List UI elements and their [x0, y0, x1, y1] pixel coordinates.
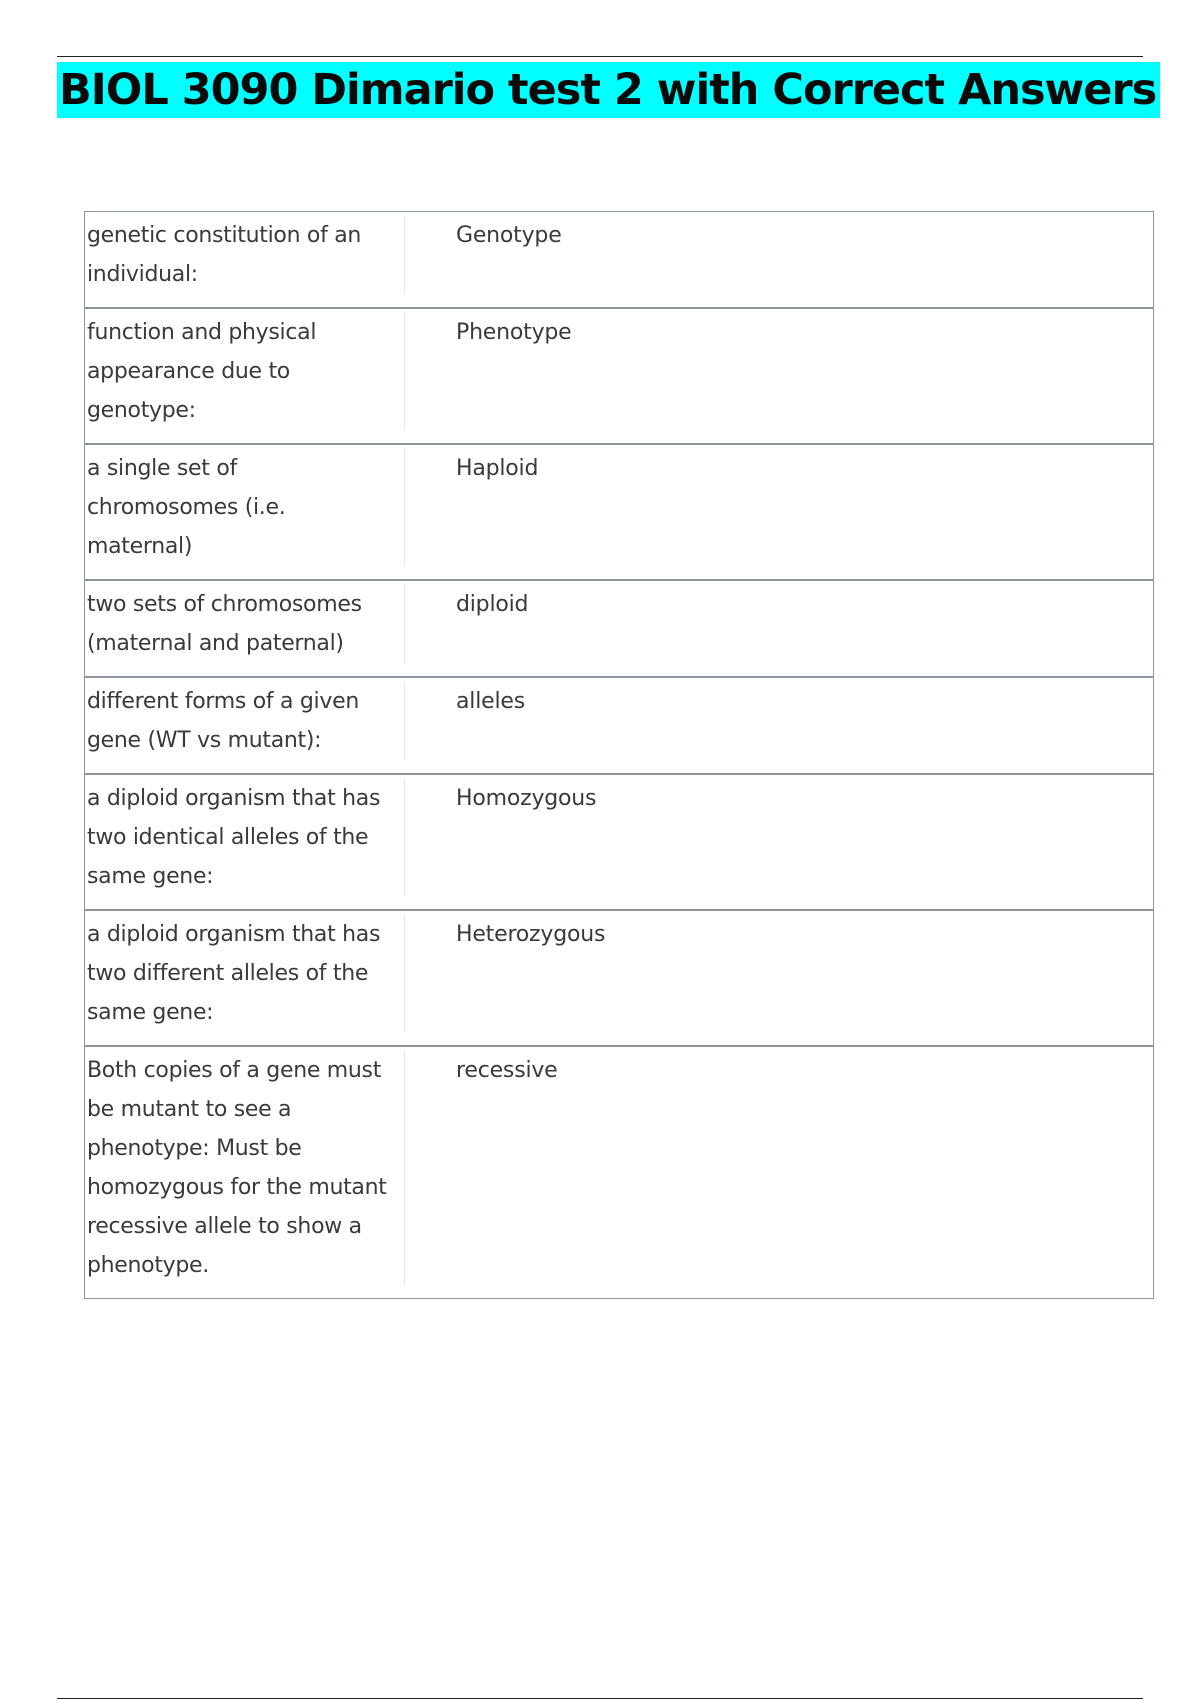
table-row	[85, 580, 1154, 677]
term-cell	[85, 1046, 412, 1299]
term-text: different forms of a given gene (WT vs mutant):	[87, 682, 405, 760]
answer-cell: recessive	[411, 1046, 1154, 1299]
term-text: a diploid organism that has two identical alleles of the same gene:	[87, 779, 405, 896]
answer-cell: Genotype	[411, 212, 1154, 308]
term-cell	[85, 444, 412, 580]
term-cell	[85, 910, 412, 1046]
answer-cell: Haploid	[411, 444, 1154, 580]
term-text: function and physical appearance due to genotype:	[87, 313, 405, 430]
header-rule	[57, 56, 1143, 57]
qa-table	[84, 211, 1154, 1299]
term-text: two sets of chromosomes (maternal and paternal)	[87, 585, 405, 663]
table-row	[85, 677, 1154, 774]
table-row	[85, 444, 1154, 580]
answer-cell: Homozygous	[411, 774, 1154, 910]
term-cell	[85, 308, 412, 444]
table-row	[85, 910, 1154, 1046]
term-text: a diploid organism that has two different alleles of the same gene:	[87, 915, 405, 1032]
footer-rule	[57, 1698, 1143, 1699]
answer-cell: Heterozygous	[411, 910, 1154, 1046]
table-row	[85, 212, 1154, 308]
answer-cell: Phenotype	[411, 308, 1154, 444]
term-cell	[85, 677, 412, 774]
answer-cell: diploid	[411, 580, 1154, 677]
document-title: BIOL 3090 Dimario test 2 with Correct Answers	[57, 62, 1160, 118]
table-row	[85, 1046, 1154, 1299]
term-text: Both copies of a gene must be mutant to see a phenotype: Must be homozygous for the mutant recessive allele to show a phenotype.	[87, 1051, 405, 1285]
answer-cell: alleles	[411, 677, 1154, 774]
table-row	[85, 308, 1154, 444]
term-cell	[85, 774, 412, 910]
term-text: genetic constitution of an individual:	[87, 216, 405, 294]
term-text: a single set of chromosomes (i.e. maternal)	[87, 449, 405, 566]
term-cell	[85, 212, 412, 308]
table-row	[85, 774, 1154, 910]
term-cell	[85, 580, 412, 677]
